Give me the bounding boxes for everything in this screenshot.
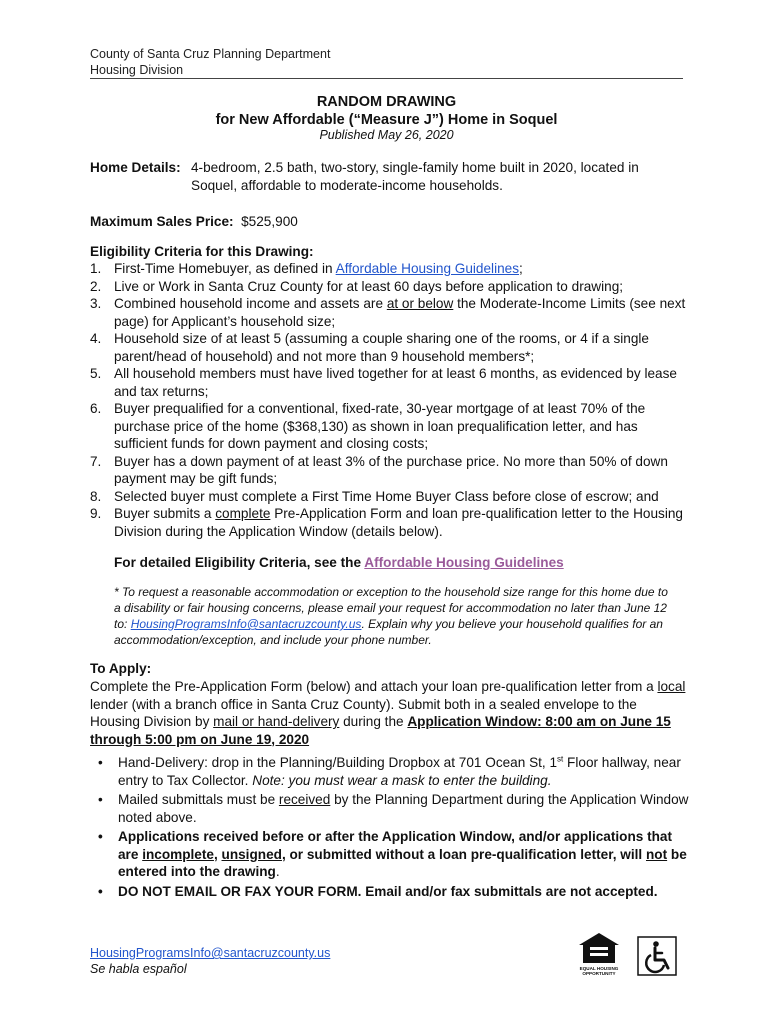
bullet-text: DO NOT EMAIL OR FAX YOUR FORM. Email and/or fax submittals are not accepted.: [118, 883, 658, 899]
bullet-emphasis: unsigned: [221, 846, 282, 862]
item-number: 1.: [90, 261, 102, 276]
apply-paragraph: [90, 678, 690, 748]
bullet-icon: •: [98, 829, 103, 844]
item-text: Buyer prequalified for a conventional, fixed-rate, 30-year mortgage of at least 70% of the purchase price of the home ($368,130) as shown in loan prequalification letter, and has sufficient funds for down payment and closing costs;: [114, 401, 646, 451]
footer-spanish: Se habla español: [90, 962, 187, 976]
item-text: ;: [519, 261, 523, 276]
bullet-emphasis: incomplete: [142, 846, 214, 862]
apply-bullets: [90, 754, 690, 902]
apply-text: during the: [339, 714, 408, 729]
item-number: 8.: [90, 488, 102, 504]
eligibility-heading: Eligibility Criteria for this Drawing:: [90, 244, 314, 259]
eligibility-item: [90, 453, 690, 488]
wheelchair-icon: [637, 936, 677, 976]
bullet-text: Floor hallway, near entry to Tax Collector.: [118, 755, 681, 788]
item-text: Live or Work in Santa Cruz County for at least 60 days before application to drawing;: [114, 278, 624, 294]
item-text: Selected buyer must complete a First Time Home Buyer Class before close of escrow; and: [114, 488, 659, 504]
bullet-item: [90, 791, 690, 826]
max-sales-price-label: Maximum Sales Price:: [90, 214, 234, 229]
item-number: 2.: [90, 278, 102, 294]
eligibility-item: [90, 260, 690, 278]
note-text: * To request a reasonable accommodation or exception to the household size range for this home due to a disability or fair housing concerns, please email your request for accommodation no later than June 12 to:: [114, 585, 668, 631]
bullet-icon: •: [98, 755, 103, 770]
eligibility-item: [90, 488, 690, 506]
page-title: RANDOM DRAWING: [316, 94, 457, 110]
bullet-text: be entered into the drawing: [118, 846, 687, 879]
bullet-text: Hand-Delivery: drop in the Planning/Building Dropbox at 701 Ocean St, 1: [118, 755, 558, 770]
eligibility-item: [90, 295, 690, 330]
bullet-text: Applications received before or after the Application Window, and/or applications that are: [118, 829, 673, 862]
detailed-criteria-text: For detailed Eligibility Criteria, see the: [114, 555, 365, 570]
bullet-icon: •: [98, 883, 103, 899]
item-emphasis: complete: [215, 506, 271, 521]
item-text: Household size of at least 5 (assuming a couple sharing one of the rooms, or 4 if a single parent/head of household) and not more than 9 household members*;: [114, 331, 649, 364]
eligibility-list: [90, 260, 690, 540]
mask-note: Note: you must wear a mask to enter the building.: [252, 772, 552, 788]
guidelines-link[interactable]: Affordable Housing Guidelines: [335, 261, 520, 276]
item-number: 7.: [90, 453, 102, 469]
bullet-icon: •: [98, 792, 103, 807]
item-text: Combined household income and assets are: [114, 296, 387, 311]
detailed-criteria: [114, 555, 564, 570]
bullet-emphasis: received: [278, 792, 331, 807]
item-text: First-Time Homebuyer, as defined in: [114, 261, 336, 276]
equal-housing-logo: [575, 931, 623, 979]
max-sales-price: [90, 213, 298, 231]
bullet-text: .: [275, 864, 280, 879]
header-divider: [90, 78, 683, 79]
bullet-emphasis: not: [645, 846, 668, 862]
note-text: . Explain why you believe your household qualifies for an accommodation/exception, and include your phone number.: [114, 617, 663, 647]
page-subtitle: for New Affordable (“Measure J”) Home in Soquel: [215, 112, 558, 128]
item-number: 4.: [90, 331, 102, 346]
home-details: [90, 159, 181, 177]
eho-line2: OPPORTUNITY: [582, 971, 616, 976]
bullet-sup: st: [557, 754, 564, 764]
bullet-item: [90, 883, 690, 901]
bullet-text: by the Planning Department during the Application Window noted above.: [118, 792, 689, 825]
published-date: Published May 26, 2020: [319, 128, 454, 142]
page-header: [90, 46, 330, 78]
max-sales-price-value: $525,900: [241, 214, 298, 229]
bullet-item: [90, 754, 690, 789]
equal-housing-icon: [575, 931, 623, 979]
home-details-label: Home Details:: [90, 160, 181, 175]
item-number: 5.: [90, 366, 102, 381]
apply-text: lender (with a branch office in Santa Cruz County). Submit both in a sealed envelope to the Housing Division by: [90, 696, 637, 729]
eligibility-item: [90, 505, 690, 540]
apply-emphasis: local: [657, 679, 686, 694]
home-details-line1: 4-bedroom, 2.5 bath, two-story, single-family home built in 2020, located in: [191, 160, 639, 175]
apply-emphasis: mail or hand-delivery: [213, 714, 340, 729]
apply-text: Complete the Pre-Application Form (below) and attach your loan pre-qualification letter from a: [90, 679, 658, 694]
note-email-link[interactable]: HousingProgramsInfo@santacruzcounty.us: [130, 617, 362, 631]
bullet-text: , or submitted without a loan pre-qualification letter, will: [281, 846, 646, 862]
application-window: Application Window: 8:00 am on June 15 through 5:00 pm on June 19, 2020: [90, 714, 671, 747]
accessibility-logo: [637, 936, 677, 976]
eligibility-item: [90, 330, 690, 365]
eho-line1: EQUAL HOUSING: [579, 966, 619, 971]
item-text: the Moderate-Income Limits (see next page) for Applicant’s household size;: [114, 296, 686, 329]
item-number: 3.: [90, 296, 102, 311]
eligibility-item: [90, 400, 690, 453]
item-text: Buyer submits a: [114, 506, 216, 521]
item-text: Pre-Application Form and loan pre-qualification letter to the Housing Division during the Application Window (details below).: [114, 506, 683, 539]
eligibility-item: [90, 278, 690, 296]
home-details-line2: Soquel, affordable to moderate-income households.: [191, 178, 503, 193]
accommodation-note: [114, 584, 674, 648]
bullet-text: Mailed submittals must be: [118, 792, 279, 807]
header-department: County of Santa Cruz Planning Department: [90, 47, 331, 61]
item-number: 9.: [90, 506, 102, 521]
header-division: Housing Division: [90, 63, 184, 77]
item-text: Buyer has a down payment of at least 3% of the purchase price. No more than 50% of down payment may be gift funds;: [114, 453, 668, 486]
apply-heading: To Apply:: [90, 661, 152, 676]
item-text: All household members must have lived together for at least 6 months, as evidenced by lease and tax returns;: [114, 366, 677, 399]
eligibility-item: [90, 365, 690, 400]
item-number: 6.: [90, 401, 102, 416]
item-emphasis: at or below: [386, 296, 454, 311]
bullet-item: [90, 828, 690, 881]
bullet-text: ,: [213, 846, 222, 862]
guidelines-link-2[interactable]: Affordable Housing Guidelines: [364, 555, 564, 570]
footer-email-link[interactable]: HousingProgramsInfo@santacruzcounty.us: [90, 946, 331, 960]
